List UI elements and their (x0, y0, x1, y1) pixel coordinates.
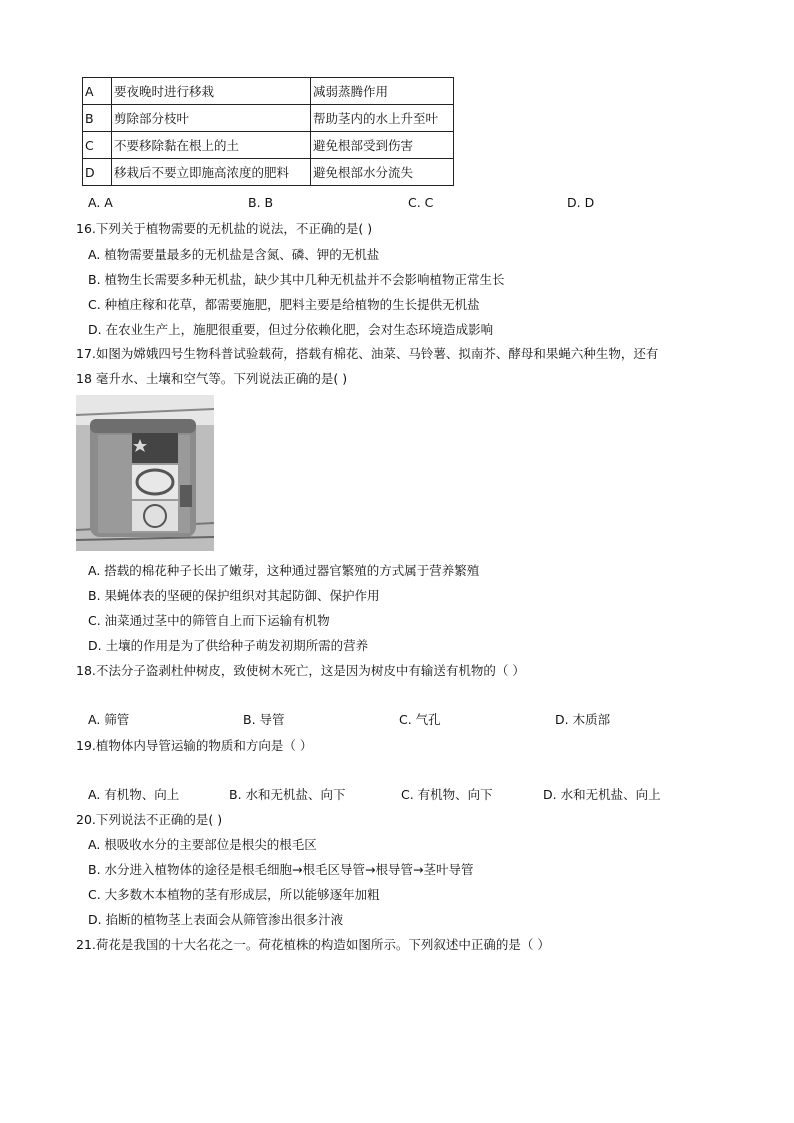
q16-stem: 16.下列关于植物需要的无机盐的说法，不正确的是( ) (76, 221, 373, 236)
row-measure: 剪除部分枝叶 (112, 105, 311, 132)
table-row (83, 78, 454, 105)
row-purpose: 减弱蒸腾作用 (311, 78, 454, 105)
q18-option-a[interactable]: A. 筛管 (88, 712, 130, 727)
table-row (83, 132, 454, 159)
row-purpose: 避免根部水分流失 (311, 159, 454, 186)
row-label: B (83, 105, 112, 132)
q19-option-c[interactable]: C. 有机物、向下 (401, 787, 493, 802)
row-measure: 要夜晚时进行移栽 (112, 78, 311, 105)
q15-option-a[interactable]: A. A (88, 195, 113, 210)
row-purpose: 避免根部受到伤害 (311, 132, 454, 159)
table-row (83, 105, 454, 132)
q18-option-b[interactable]: B. 导管 (243, 712, 285, 727)
q15-option-d[interactable]: D. D (567, 195, 595, 210)
q20-option-a[interactable]: A. 根吸收水分的主要部位是根尖的根毛区 (88, 837, 317, 852)
q16-option-b[interactable]: B. 植物生长需要多种无机盐，缺少其中几种无机盐并不会影响植物正常生长 (88, 272, 505, 287)
row-measure: 不要移除黏在根上的土 (112, 132, 311, 159)
q19-stem: 19.植物体内导管运输的物质和方向是（ ） (76, 738, 313, 753)
q18-option-d[interactable]: D. 木质部 (555, 712, 611, 727)
q17-option-d[interactable]: D. 土壤的作用是为了供给种子萌发初期所需的营养 (88, 638, 369, 653)
q19-option-b[interactable]: B. 水和无机盐、向下 (229, 787, 346, 802)
q19-option-d[interactable]: D. 水和无机盐、向上 (543, 787, 661, 802)
q21-stem: 21.荷花是我国的十大名花之一。荷花植株的构造如图所示。下列叙述中正确的是（ ） (76, 937, 550, 952)
q15-option-c[interactable]: C. C (408, 195, 434, 210)
q17-option-b[interactable]: B. 果蝇体表的坚硬的保护组织对其起防御、保护作用 (88, 588, 380, 603)
q20-option-d[interactable]: D. 掐断的植物茎上表面会从筛管渗出很多汁液 (88, 912, 344, 927)
row-label: D (83, 159, 112, 186)
row-label: C (83, 132, 112, 159)
q16-option-c[interactable]: C. 种植庄稼和花草，都需要施肥，肥料主要是给植物的生长提供无机盐 (88, 297, 480, 312)
q17-option-a[interactable]: A. 搭载的棉花种子长出了嫩芽，这种通过器官繁殖的方式属于营养繁殖 (88, 563, 480, 578)
q20-stem: 20.下列说法不正确的是( ) (76, 812, 223, 827)
q18-stem: 18.不法分子盗剥杜仲树皮，致使树木死亡，这是因为树皮中有输送有机物的（ ） (76, 663, 525, 678)
q17-stem-line1: 17.如图为嫦娥四号生物科普试验载荷，搭载有棉花、油菜、马铃薯、拟南芥、酵母和果蝇六种生物，还有 (76, 346, 659, 361)
q20-option-c[interactable]: C. 大多数木本植物的茎有形成层，所以能够逐年加粗 (88, 887, 380, 902)
row-label: A (83, 78, 112, 105)
q19-option-a[interactable]: A. 有机物、向上 (88, 787, 180, 802)
row-measure: 移栽后不要立即施高浓度的肥料 (112, 159, 311, 186)
q20-option-b[interactable]: B. 水分进入植物体的途径是根毛细胞→根毛区导管→根导管→茎叶导管 (88, 862, 474, 877)
table-row (83, 159, 454, 186)
q16-option-d[interactable]: D. 在农业生产上，施肥很重要，但过分依赖化肥，会对生态环境造成影响 (88, 322, 494, 337)
payload-canister-photo (76, 395, 214, 551)
q15-option-b[interactable]: B. B (248, 195, 274, 210)
q18-option-c[interactable]: C. 气孔 (399, 712, 441, 727)
q17-stem-line2: 18 毫升水、土壤和空气等。下列说法正确的是( ) (76, 371, 348, 386)
question-15-table (82, 77, 454, 186)
q16-option-a[interactable]: A. 植物需要量最多的无机盐是含氮、磷、钾的无机盐 (88, 247, 380, 262)
row-purpose: 帮助茎内的水上升至叶 (311, 105, 454, 132)
q17-option-c[interactable]: C. 油菜通过茎中的筛管自上而下运输有机物 (88, 613, 330, 628)
